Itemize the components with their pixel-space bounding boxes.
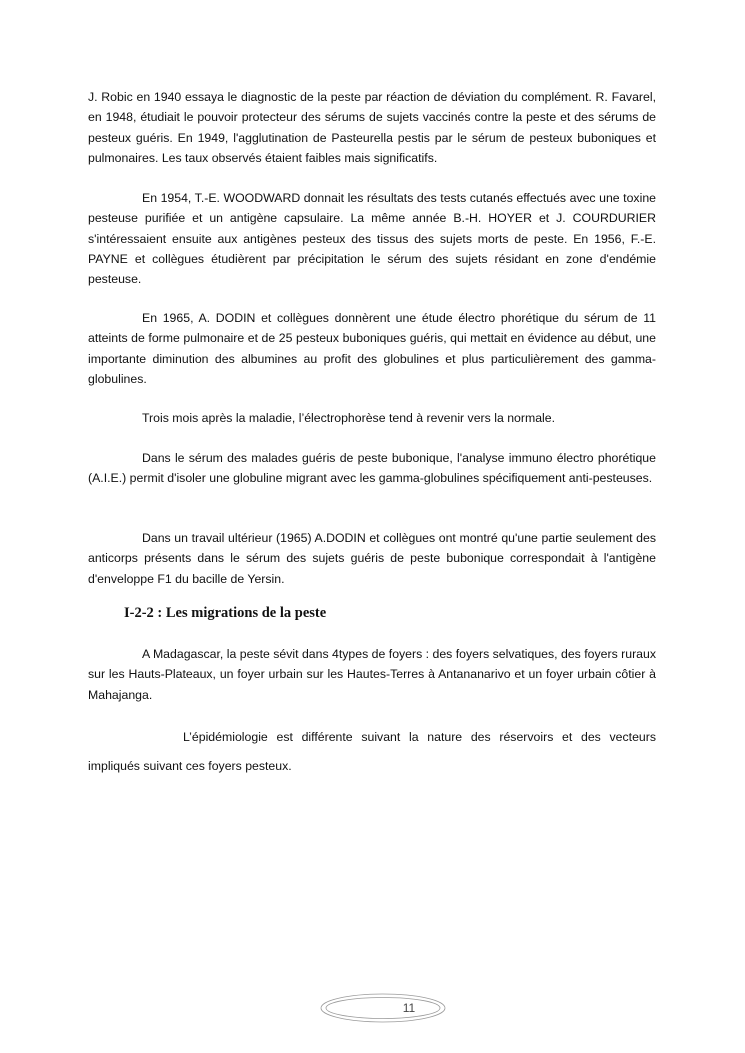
page-number-badge xyxy=(320,993,446,1023)
paragraph-travail-ulterieur: Dans un travail ultérieur (1965) A.DODIN et collègues ont montré qu'une partie seulement des anticorps présents dans le sérum des sujets guéris de peste bubonique correspondait à l'antigène d'enveloppe F1 du bacille de Yersin. xyxy=(88,531,656,586)
paragraph-woodward: En 1954, T.-E. WOODWARD donnait les résultats des tests cutanés effectués avec une toxine pesteuse purifiée et un antigène capsulaire. La même année B.-H. HOYER et J. COURDURIER s'intéressaient ensuite aux antigènes pesteux des tissus des sujets morts de peste. En 1956, F.-E. PAYNE et collègues étudièrent par précipitation le sérum des sujets résidant en zone d'endémie pesteuse. xyxy=(88,191,656,287)
paragraph-dodin-1965: En 1965, A. DODIN et collègues donnèrent une étude électro phorétique du sérum de 11 atteints de forme pulmonaire et de 25 pesteux buboniques guéris, qui mettait en évidence au début, une importante diminution des albumines au profit des globulines et plus particulièrement des gamma-globulines. xyxy=(88,311,656,386)
page-number: 11 xyxy=(402,1001,416,1015)
paragraph-robic: J. Robic en 1940 essaya le diagnostic de la peste par réaction de déviation du complément. R. Favarel, en 1948, étudiait le pouvoir protecteur des sérums de sujets vaccinés contre la peste et des sérums de pesteux guéris. En 1949, l'agglutination de Pasteurella pestis par le sérum de pesteux buboniques et pulmonaires. Les taux observés étaient faibles mais significatifs. xyxy=(88,90,656,165)
paragraph-epidemiologie: L’épidémiologie est différente suivant la nature des réservoirs et des vecteurs impliqués suivant ces foyers pesteux. xyxy=(88,730,656,773)
paragraph-madagascar: A Madagascar, la peste sévit dans 4types de foyers : des foyers selvatiques, des foyers ruraux sur les Hauts-Plateaux, un foyer urbain sur les Hautes-Terres à Antananarivo et un foyer urbain côtier à Mahajanga. xyxy=(88,647,657,702)
section-heading: I-2-2 : Les migrations de la peste xyxy=(124,605,327,621)
paragraph-aie: Dans le sérum des malades guéris de peste bubonique, l'analyse immuno électro phorétique (A.I.E.) permit d'isoler une globuline migrant avec les gamma-globulines spécifiquement anti-pesteuses. xyxy=(88,451,656,486)
paragraph-trois-mois: Trois mois après la maladie, l’électrophorèse tend à revenir vers la normale. xyxy=(142,411,556,425)
